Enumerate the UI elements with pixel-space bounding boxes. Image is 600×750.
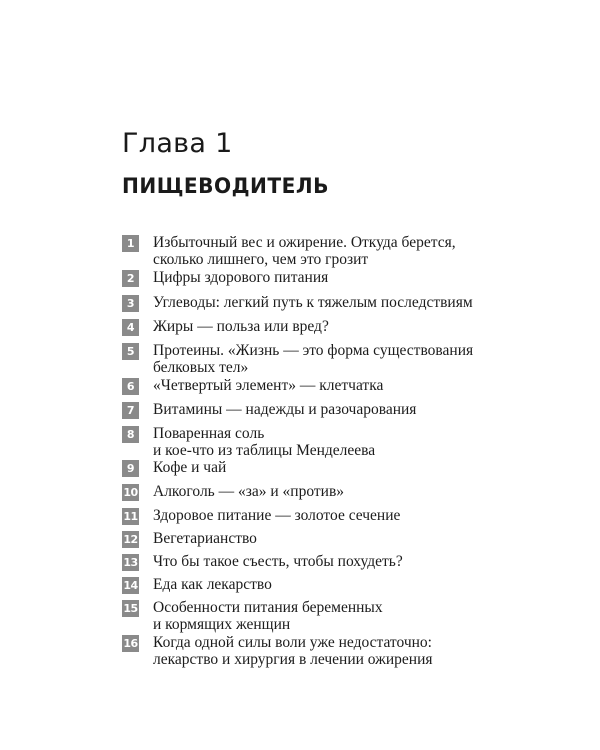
toc-item bbox=[122, 507, 483, 525]
item-line: Кофе и чай bbox=[153, 459, 227, 476]
item-number-badge: 2 bbox=[122, 270, 139, 287]
item-line: Алкоголь — «за» и «против» bbox=[153, 483, 345, 500]
toc-item bbox=[122, 234, 483, 268]
toc-item bbox=[122, 269, 483, 287]
item-text bbox=[153, 576, 483, 593]
item-text bbox=[153, 342, 483, 376]
item-line: Углеводы: легкий путь к тяжелым последствиям bbox=[153, 294, 473, 311]
item-text bbox=[153, 318, 483, 335]
item-line: Цифры здорового питания bbox=[153, 269, 329, 286]
toc-item bbox=[122, 377, 483, 395]
item-line: Витамины — надежды и разочарования bbox=[153, 401, 417, 418]
item-line: Поваренная соль bbox=[153, 425, 265, 442]
item-line: Вегетарианство bbox=[153, 530, 257, 547]
item-number-badge: 7 bbox=[122, 402, 139, 419]
toc-item bbox=[122, 634, 483, 668]
item-text bbox=[153, 234, 483, 268]
item-number-badge: 16 bbox=[123, 637, 138, 650]
item-line: лекарство и хирургия в лечении ожирения bbox=[153, 651, 433, 668]
item-line: белковых тел» bbox=[153, 359, 249, 376]
chapter-title: ПИЩЕВОДИТЕЛЬ bbox=[122, 174, 329, 198]
item-text bbox=[153, 294, 483, 311]
item-line: Протеины. «Жизнь — это форма существования bbox=[153, 342, 474, 359]
item-line: и кое-что из таблицы Менделеева bbox=[153, 442, 376, 459]
item-line: Жиры — польза или вред? bbox=[153, 318, 329, 335]
item-text bbox=[153, 553, 483, 570]
item-number-badge: 14 bbox=[123, 579, 138, 592]
item-text bbox=[153, 483, 483, 500]
item-text bbox=[153, 599, 483, 633]
toc-item bbox=[122, 576, 483, 594]
toc-item bbox=[122, 459, 483, 477]
item-number-badge: 9 bbox=[122, 460, 139, 477]
item-line: Еда как лекарство bbox=[153, 576, 272, 593]
item-text bbox=[153, 377, 483, 394]
item-number-badge: 1 bbox=[122, 235, 139, 252]
item-number-badge: 6 bbox=[122, 378, 139, 395]
toc-item bbox=[122, 318, 483, 336]
item-number-badge: 10 bbox=[123, 486, 138, 499]
toc-item bbox=[122, 401, 483, 419]
toc-item bbox=[122, 553, 483, 571]
toc-item bbox=[122, 599, 483, 633]
item-number-badge: 5 bbox=[122, 343, 139, 360]
item-text bbox=[153, 634, 483, 668]
item-number-badge: 15 bbox=[123, 602, 138, 615]
item-line: сколько лишнего, чем это грозит bbox=[153, 251, 369, 268]
item-line: и кормящих женщин bbox=[153, 616, 291, 633]
item-text bbox=[153, 269, 483, 286]
item-number-badge: 11 bbox=[123, 510, 138, 523]
item-line: Здоровое питание — золотое сечение bbox=[153, 507, 401, 524]
item-text bbox=[153, 530, 483, 547]
toc-item bbox=[122, 425, 483, 459]
item-number-badge: 3 bbox=[122, 295, 139, 312]
item-line: Особенности питания беременных bbox=[153, 599, 383, 616]
item-number-badge: 12 bbox=[123, 533, 138, 546]
item-text bbox=[153, 401, 483, 418]
item-line: Что бы такое съесть, чтобы похудеть? bbox=[153, 553, 403, 570]
toc-item bbox=[122, 530, 483, 548]
toc-item bbox=[122, 294, 483, 312]
toc-item bbox=[122, 342, 483, 376]
item-text bbox=[153, 425, 483, 459]
toc-item bbox=[122, 483, 483, 501]
item-number-badge: 8 bbox=[122, 426, 139, 443]
item-text bbox=[153, 507, 483, 524]
item-number-badge: 4 bbox=[122, 319, 139, 336]
chapter-label: Глава 1 bbox=[122, 128, 233, 159]
item-text bbox=[153, 459, 483, 476]
item-line: «Четвертый элемент» — клетчатка bbox=[153, 377, 384, 394]
item-line: Когда одной силы воли уже недостаточно: bbox=[153, 634, 432, 651]
item-number-badge: 13 bbox=[123, 556, 138, 569]
item-line: Избыточный вес и ожирение. Откуда берется, bbox=[153, 234, 456, 251]
